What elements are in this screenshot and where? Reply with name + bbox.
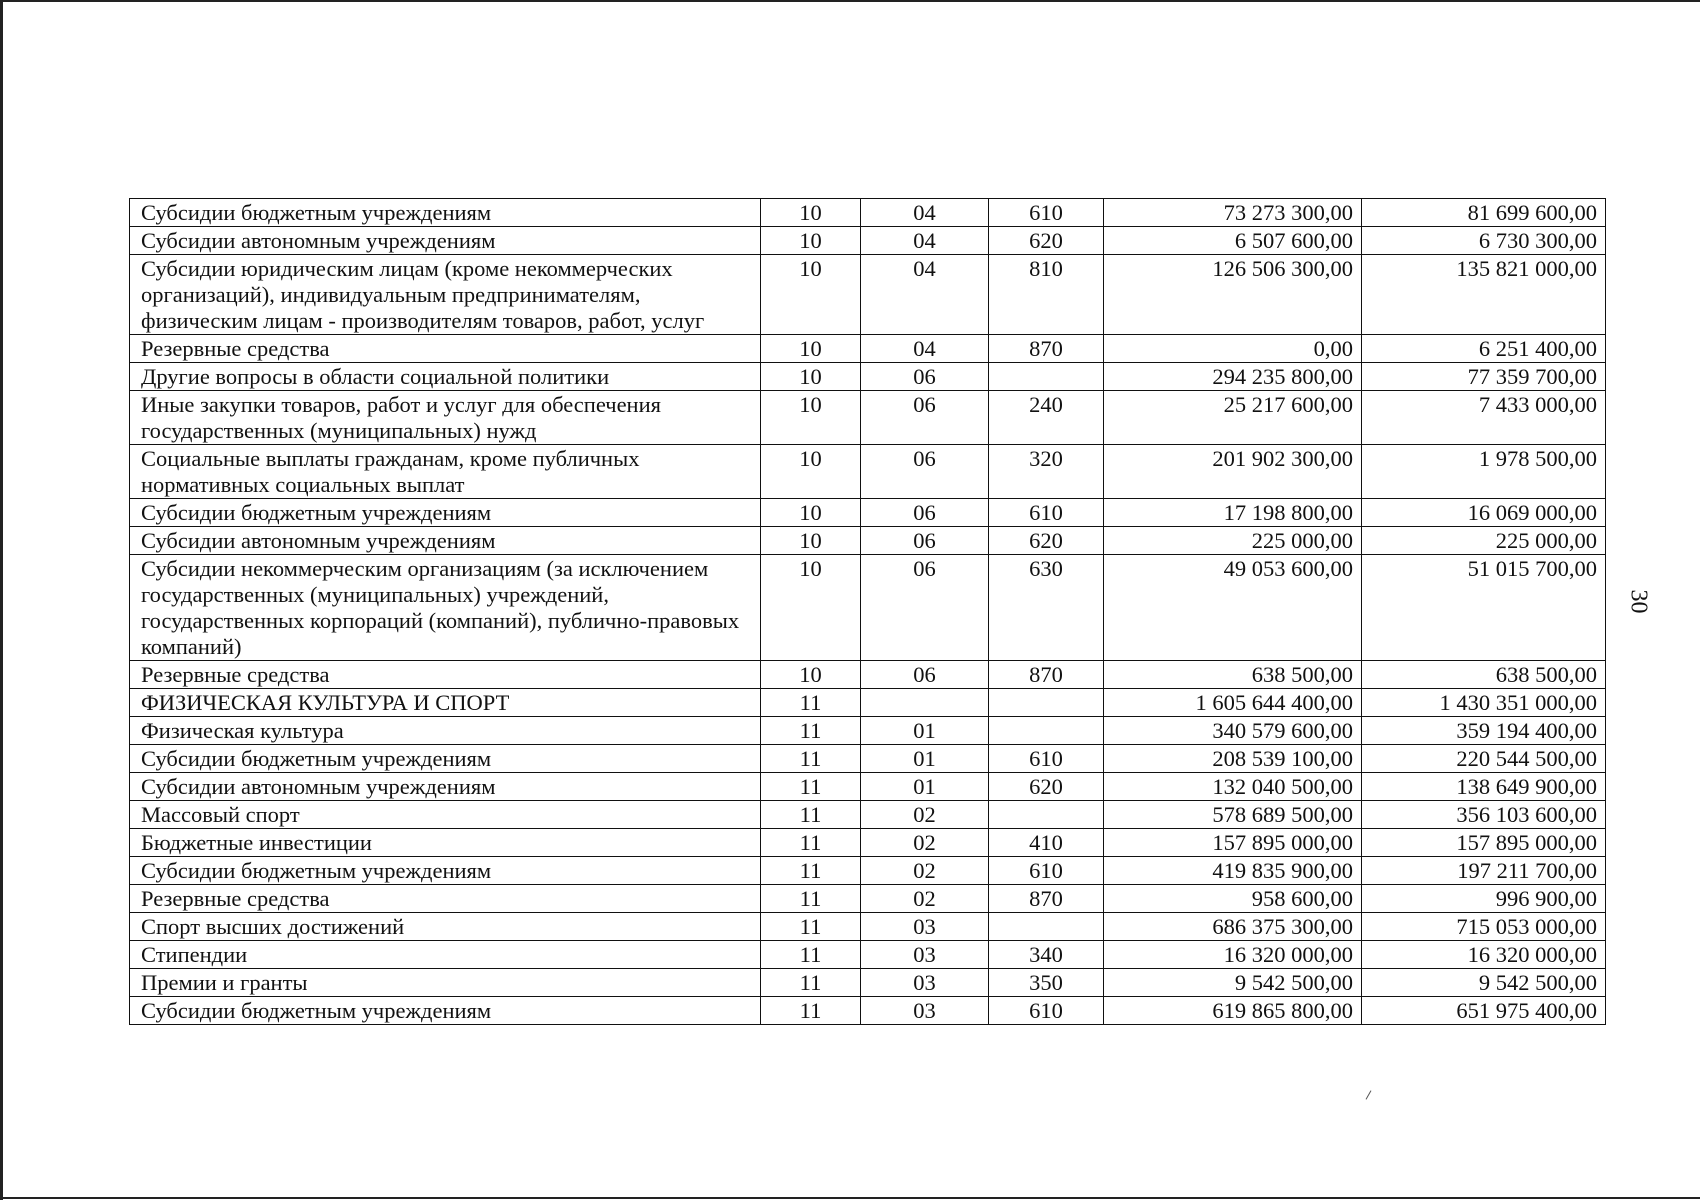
row-expense-type-cell: 620	[989, 773, 1104, 801]
row-section-cell: 11	[761, 745, 861, 773]
row-amount-2-cell: 157 895 000,00	[1362, 829, 1606, 857]
table-row	[130, 969, 1606, 997]
table-row	[130, 255, 1606, 335]
row-amount-1-cell: 201 902 300,00	[1104, 445, 1362, 499]
row-expense-type-cell: 340	[989, 941, 1104, 969]
row-section-cell: 11	[761, 801, 861, 829]
table-row	[130, 717, 1606, 745]
row-amount-1-cell: 208 539 100,00	[1104, 745, 1362, 773]
row-section-cell: 10	[761, 227, 861, 255]
row-expense-type-cell	[989, 801, 1104, 829]
table-row	[130, 527, 1606, 555]
table-row	[130, 499, 1606, 527]
row-subsection-cell: 04	[861, 255, 989, 335]
row-expense-type-cell: 610	[989, 199, 1104, 227]
row-subsection-cell: 02	[861, 885, 989, 913]
table-row	[130, 857, 1606, 885]
row-expense-type-cell: 610	[989, 499, 1104, 527]
row-name-cell: Стипендии	[130, 941, 761, 969]
row-amount-1-cell: 619 865 800,00	[1104, 997, 1362, 1025]
row-amount-2-cell: 638 500,00	[1362, 661, 1606, 689]
table-row	[130, 227, 1606, 255]
row-section-cell: 11	[761, 857, 861, 885]
row-subsection-cell: 06	[861, 391, 989, 445]
row-section-cell: 11	[761, 689, 861, 717]
row-subsection-cell: 03	[861, 941, 989, 969]
row-subsection-cell: 01	[861, 717, 989, 745]
row-expense-type-cell: 620	[989, 527, 1104, 555]
row-subsection-cell: 03	[861, 913, 989, 941]
row-section-cell: 11	[761, 885, 861, 913]
row-amount-1-cell: 9 542 500,00	[1104, 969, 1362, 997]
row-subsection-cell: 03	[861, 997, 989, 1025]
table-row	[130, 829, 1606, 857]
table-row	[130, 773, 1606, 801]
row-name-cell: Субсидии автономным учреждениям	[130, 227, 761, 255]
row-amount-1-cell: 958 600,00	[1104, 885, 1362, 913]
row-name-cell: Иные закупки товаров, работ и услуг для обеспечения государственных (муниципальных) нужд	[130, 391, 761, 445]
row-expense-type-cell: 810	[989, 255, 1104, 335]
row-subsection-cell: 02	[861, 801, 989, 829]
row-expense-type-cell: 870	[989, 885, 1104, 913]
row-expense-type-cell: 870	[989, 335, 1104, 363]
row-amount-2-cell: 7 433 000,00	[1362, 391, 1606, 445]
row-amount-2-cell: 356 103 600,00	[1362, 801, 1606, 829]
row-name-cell: Резервные средства	[130, 885, 761, 913]
table-row	[130, 391, 1606, 445]
row-subsection-cell: 06	[861, 661, 989, 689]
row-section-cell: 11	[761, 997, 861, 1025]
row-subsection-cell: 01	[861, 773, 989, 801]
row-amount-1-cell: 126 506 300,00	[1104, 255, 1362, 335]
row-subsection-cell: 02	[861, 829, 989, 857]
row-amount-1-cell: 157 895 000,00	[1104, 829, 1362, 857]
row-subsection-cell: 04	[861, 227, 989, 255]
row-expense-type-cell: 610	[989, 857, 1104, 885]
table-row	[130, 997, 1606, 1025]
row-name-cell: Субсидии бюджетным учреждениям	[130, 857, 761, 885]
row-amount-2-cell: 225 000,00	[1362, 527, 1606, 555]
row-name-cell: Субсидии автономным учреждениям	[130, 527, 761, 555]
row-section-cell: 11	[761, 829, 861, 857]
row-amount-2-cell: 996 900,00	[1362, 885, 1606, 913]
row-amount-1-cell: 132 040 500,00	[1104, 773, 1362, 801]
row-amount-2-cell: 9 542 500,00	[1362, 969, 1606, 997]
row-section-cell: 10	[761, 555, 861, 661]
row-amount-2-cell: 81 699 600,00	[1362, 199, 1606, 227]
row-amount-1-cell: 419 835 900,00	[1104, 857, 1362, 885]
row-amount-2-cell: 138 649 900,00	[1362, 773, 1606, 801]
table-row	[130, 555, 1606, 661]
row-amount-2-cell: 16 069 000,00	[1362, 499, 1606, 527]
row-expense-type-cell: 410	[989, 829, 1104, 857]
row-subsection-cell: 04	[861, 199, 989, 227]
row-amount-2-cell: 77 359 700,00	[1362, 363, 1606, 391]
row-amount-2-cell: 359 194 400,00	[1362, 717, 1606, 745]
row-name-cell: Субсидии некоммерческим организациям (за исключением государственных (муниципальных) учреждений, государственных корпораций (компаний), публично-правовых компаний)	[130, 555, 761, 661]
row-name-cell: Резервные средства	[130, 335, 761, 363]
page-number: 30	[1625, 589, 1652, 614]
row-name-cell: Субсидии бюджетным учреждениям	[130, 499, 761, 527]
row-name-cell: Другие вопросы в области социальной политики	[130, 363, 761, 391]
row-amount-1-cell: 638 500,00	[1104, 661, 1362, 689]
row-amount-1-cell: 49 053 600,00	[1104, 555, 1362, 661]
row-amount-1-cell: 686 375 300,00	[1104, 913, 1362, 941]
row-subsection-cell: 04	[861, 335, 989, 363]
row-amount-2-cell: 6 251 400,00	[1362, 335, 1606, 363]
row-section-cell: 10	[761, 363, 861, 391]
row-amount-2-cell: 51 015 700,00	[1362, 555, 1606, 661]
table-row	[130, 913, 1606, 941]
row-name-cell: Бюджетные инвестиции	[130, 829, 761, 857]
row-expense-type-cell: 630	[989, 555, 1104, 661]
row-subsection-cell: 02	[861, 857, 989, 885]
row-section-cell: 10	[761, 335, 861, 363]
row-name-cell: ФИЗИЧЕСКАЯ КУЛЬТУРА И СПОРТ	[130, 689, 761, 717]
row-section-cell: 10	[761, 499, 861, 527]
row-expense-type-cell: 870	[989, 661, 1104, 689]
row-section-cell: 10	[761, 199, 861, 227]
row-name-cell: Субсидии бюджетным учреждениям	[130, 997, 761, 1025]
row-amount-1-cell: 294 235 800,00	[1104, 363, 1362, 391]
row-name-cell: Массовый спорт	[130, 801, 761, 829]
row-section-cell: 10	[761, 255, 861, 335]
row-section-cell: 10	[761, 661, 861, 689]
row-amount-2-cell: 220 544 500,00	[1362, 745, 1606, 773]
row-subsection-cell: 06	[861, 363, 989, 391]
row-amount-1-cell: 17 198 800,00	[1104, 499, 1362, 527]
table-row	[130, 445, 1606, 499]
row-amount-2-cell: 1 978 500,00	[1362, 445, 1606, 499]
table-row	[130, 689, 1606, 717]
row-amount-2-cell: 651 975 400,00	[1362, 997, 1606, 1025]
row-subsection-cell: 01	[861, 745, 989, 773]
row-expense-type-cell	[989, 689, 1104, 717]
stray-mark	[1366, 1090, 1372, 1099]
row-subsection-cell: 06	[861, 499, 989, 527]
row-expense-type-cell	[989, 363, 1104, 391]
row-subsection-cell: 06	[861, 527, 989, 555]
table-row	[130, 745, 1606, 773]
table-row	[130, 885, 1606, 913]
row-subsection-cell	[861, 689, 989, 717]
table-row	[130, 199, 1606, 227]
row-expense-type-cell: 350	[989, 969, 1104, 997]
row-amount-1-cell: 25 217 600,00	[1104, 391, 1362, 445]
table-row	[130, 801, 1606, 829]
row-amount-1-cell: 16 320 000,00	[1104, 941, 1362, 969]
row-expense-type-cell: 610	[989, 745, 1104, 773]
row-name-cell: Социальные выплаты гражданам, кроме публичных нормативных социальных выплат	[130, 445, 761, 499]
row-subsection-cell: 03	[861, 969, 989, 997]
row-name-cell: Субсидии бюджетным учреждениям	[130, 745, 761, 773]
row-amount-2-cell: 1 430 351 000,00	[1362, 689, 1606, 717]
row-subsection-cell: 06	[861, 555, 989, 661]
row-section-cell: 11	[761, 773, 861, 801]
row-section-cell: 11	[761, 969, 861, 997]
row-expense-type-cell	[989, 717, 1104, 745]
table-row	[130, 335, 1606, 363]
table-body	[130, 199, 1606, 1025]
row-name-cell: Резервные средства	[130, 661, 761, 689]
row-name-cell: Физическая культура	[130, 717, 761, 745]
row-expense-type-cell: 320	[989, 445, 1104, 499]
row-section-cell: 11	[761, 913, 861, 941]
row-amount-1-cell: 73 273 300,00	[1104, 199, 1362, 227]
row-amount-2-cell: 197 211 700,00	[1362, 857, 1606, 885]
row-amount-1-cell: 578 689 500,00	[1104, 801, 1362, 829]
row-amount-1-cell: 0,00	[1104, 335, 1362, 363]
row-section-cell: 10	[761, 391, 861, 445]
row-name-cell: Премии и гранты	[130, 969, 761, 997]
page-border-left	[0, 0, 3, 1200]
row-section-cell: 11	[761, 941, 861, 969]
row-amount-2-cell: 6 730 300,00	[1362, 227, 1606, 255]
row-amount-1-cell: 340 579 600,00	[1104, 717, 1362, 745]
row-expense-type-cell: 610	[989, 997, 1104, 1025]
table-row	[130, 661, 1606, 689]
budget-table	[129, 198, 1606, 1025]
row-section-cell: 11	[761, 717, 861, 745]
row-amount-2-cell: 16 320 000,00	[1362, 941, 1606, 969]
page-border-bottom	[0, 1197, 1700, 1199]
row-expense-type-cell: 620	[989, 227, 1104, 255]
table-row	[130, 941, 1606, 969]
row-name-cell: Субсидии автономным учреждениям	[130, 773, 761, 801]
row-amount-2-cell: 715 053 000,00	[1362, 913, 1606, 941]
page-border-top	[0, 0, 1700, 2]
row-expense-type-cell	[989, 913, 1104, 941]
row-name-cell: Субсидии юридическим лицам (кроме некоммерческих организаций), индивидуальным предпринимателям, физическим лицам - производителям товаров, работ, услуг	[130, 255, 761, 335]
row-subsection-cell: 06	[861, 445, 989, 499]
row-section-cell: 10	[761, 527, 861, 555]
row-section-cell: 10	[761, 445, 861, 499]
row-name-cell: Субсидии бюджетным учреждениям	[130, 199, 761, 227]
row-amount-2-cell: 135 821 000,00	[1362, 255, 1606, 335]
row-amount-1-cell: 6 507 600,00	[1104, 227, 1362, 255]
row-amount-1-cell: 1 605 644 400,00	[1104, 689, 1362, 717]
row-name-cell: Спорт высших достижений	[130, 913, 761, 941]
table-row	[130, 363, 1606, 391]
row-expense-type-cell: 240	[989, 391, 1104, 445]
row-amount-1-cell: 225 000,00	[1104, 527, 1362, 555]
